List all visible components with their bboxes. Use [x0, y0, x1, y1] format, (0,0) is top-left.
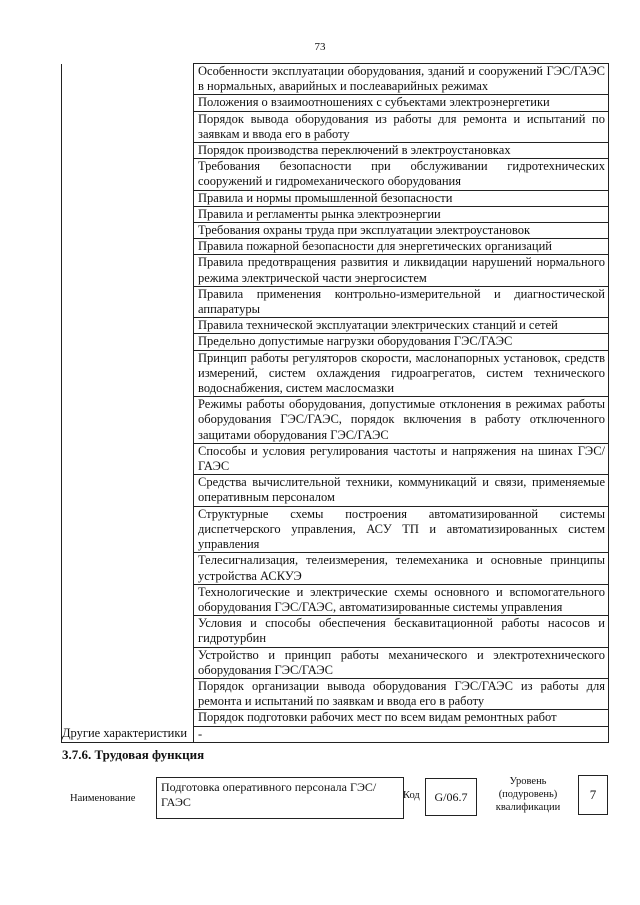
requirement-item: Требования безопасности при обслуживании гидротехнических сооружений и гидромеханического оборудования — [194, 159, 609, 190]
requirement-item: Правила технической эксплуатации электрических станций и сетей — [194, 318, 609, 334]
requirement-item: Порядок организации вывода оборудования ГЭС/ГАЭС из работы для ремонта и испытаний по заявкам и ввода его в работу — [194, 678, 609, 709]
requirement-item: Телесигнализация, телеизмерения, телемеханика и основные принципы устройства АСКУЭ — [194, 553, 609, 584]
labor-function-header — [62, 772, 610, 832]
section-title: 3.7.6. Трудовая функция — [62, 747, 205, 762]
requirement-item: Средства вычислительной техники, коммуникаций и связи, применяемые оперативным персоналом — [194, 475, 609, 506]
other-characteristics-value: - — [194, 726, 609, 742]
requirement-item: Правила применения контрольно-измерительной и диагностической аппаратуры — [194, 286, 609, 317]
requirement-row — [62, 64, 609, 95]
name-label: Наименование — [70, 793, 136, 804]
requirement-item: Устройство и принцип работы механического и электротехнического оборудования ГЭС/ГАЭС — [194, 647, 609, 678]
requirement-item: Порядок подготовки рабочих мест по всем видам ремонтных работ — [194, 710, 609, 726]
requirement-item: Требования охраны труда при эксплуатации электроустановок — [194, 223, 609, 239]
page-number: 73 — [314, 41, 326, 53]
requirement-item: Технологические и электрические схемы основного и вспомогательного оборудования ГЭС/ГАЭС, автоматизированные системы управления — [194, 584, 609, 615]
other-characteristics-row — [62, 726, 609, 742]
requirement-item: Положения о взаимоотношениях с субъектами электроэнергетики — [194, 95, 609, 111]
requirement-item: Структурные схемы построения автоматизированной системы диспетчерского управления, АСУ ТП и автоматизированных систем управления — [194, 506, 609, 553]
knowledge-requirements-table — [61, 63, 609, 743]
name-value: Подготовка оперативного персонала ГЭС/ГАЭС — [156, 777, 404, 819]
requirement-item: Правила пожарной безопасности для энергетических организаций — [194, 239, 609, 255]
knowledge-requirements-body — [62, 64, 609, 727]
requirement-item: Способы и условия регулирования частоты и напряжения на шинах ГЭС/ГАЭС — [194, 443, 609, 474]
requirement-item: Особенности эксплуатации оборудования, зданий и сооружений ГЭС/ГАЭС в нормальных, аварийных и послеаварийных режимах — [194, 64, 609, 95]
requirement-item: Условия и способы обеспечения бескавитационной работы насосов и гидротурбин — [194, 616, 609, 647]
requirement-item: Порядок вывода оборудования из работы для ремонта и испытаний по заявкам и ввода его в работу — [194, 111, 609, 142]
requirements-label-cell — [62, 64, 194, 727]
requirement-item: Правила предотвращения развития и ликвидации нарушений нормального режима электрической части энергосистем — [194, 255, 609, 286]
requirement-item: Порядок производства переключений в электроустановках — [194, 143, 609, 159]
requirement-item: Правила и регламенты рынка электроэнергии — [194, 206, 609, 222]
other-characteristics-label: Другие характеристики — [62, 726, 194, 742]
requirement-item: Принцип работы регуляторов скорости, маслонапорных установок, средств измерений, систем охлаждения гидроагрегатов, систем технического водоснабжения, систем маслосмазки — [194, 350, 609, 397]
qualification-level-label: Уровень (подуровень) квалификации — [495, 776, 561, 813]
qualification-level-value: 7 — [578, 775, 608, 815]
requirement-item: Режимы работы оборудования, допустимые отклонения в режимах работы оборудования ГЭС/ГАЭС, порядок включения в работу отключенного защитами оборудования ГЭС/ГАЭС — [194, 397, 609, 444]
requirement-item: Предельно допустимые нагрузки оборудования ГЭС/ГАЭС — [194, 334, 609, 350]
code-value: G/06.7 — [425, 778, 477, 816]
code-label: Код — [403, 790, 420, 801]
requirement-item: Правила и нормы промышленной безопасности — [194, 190, 609, 206]
